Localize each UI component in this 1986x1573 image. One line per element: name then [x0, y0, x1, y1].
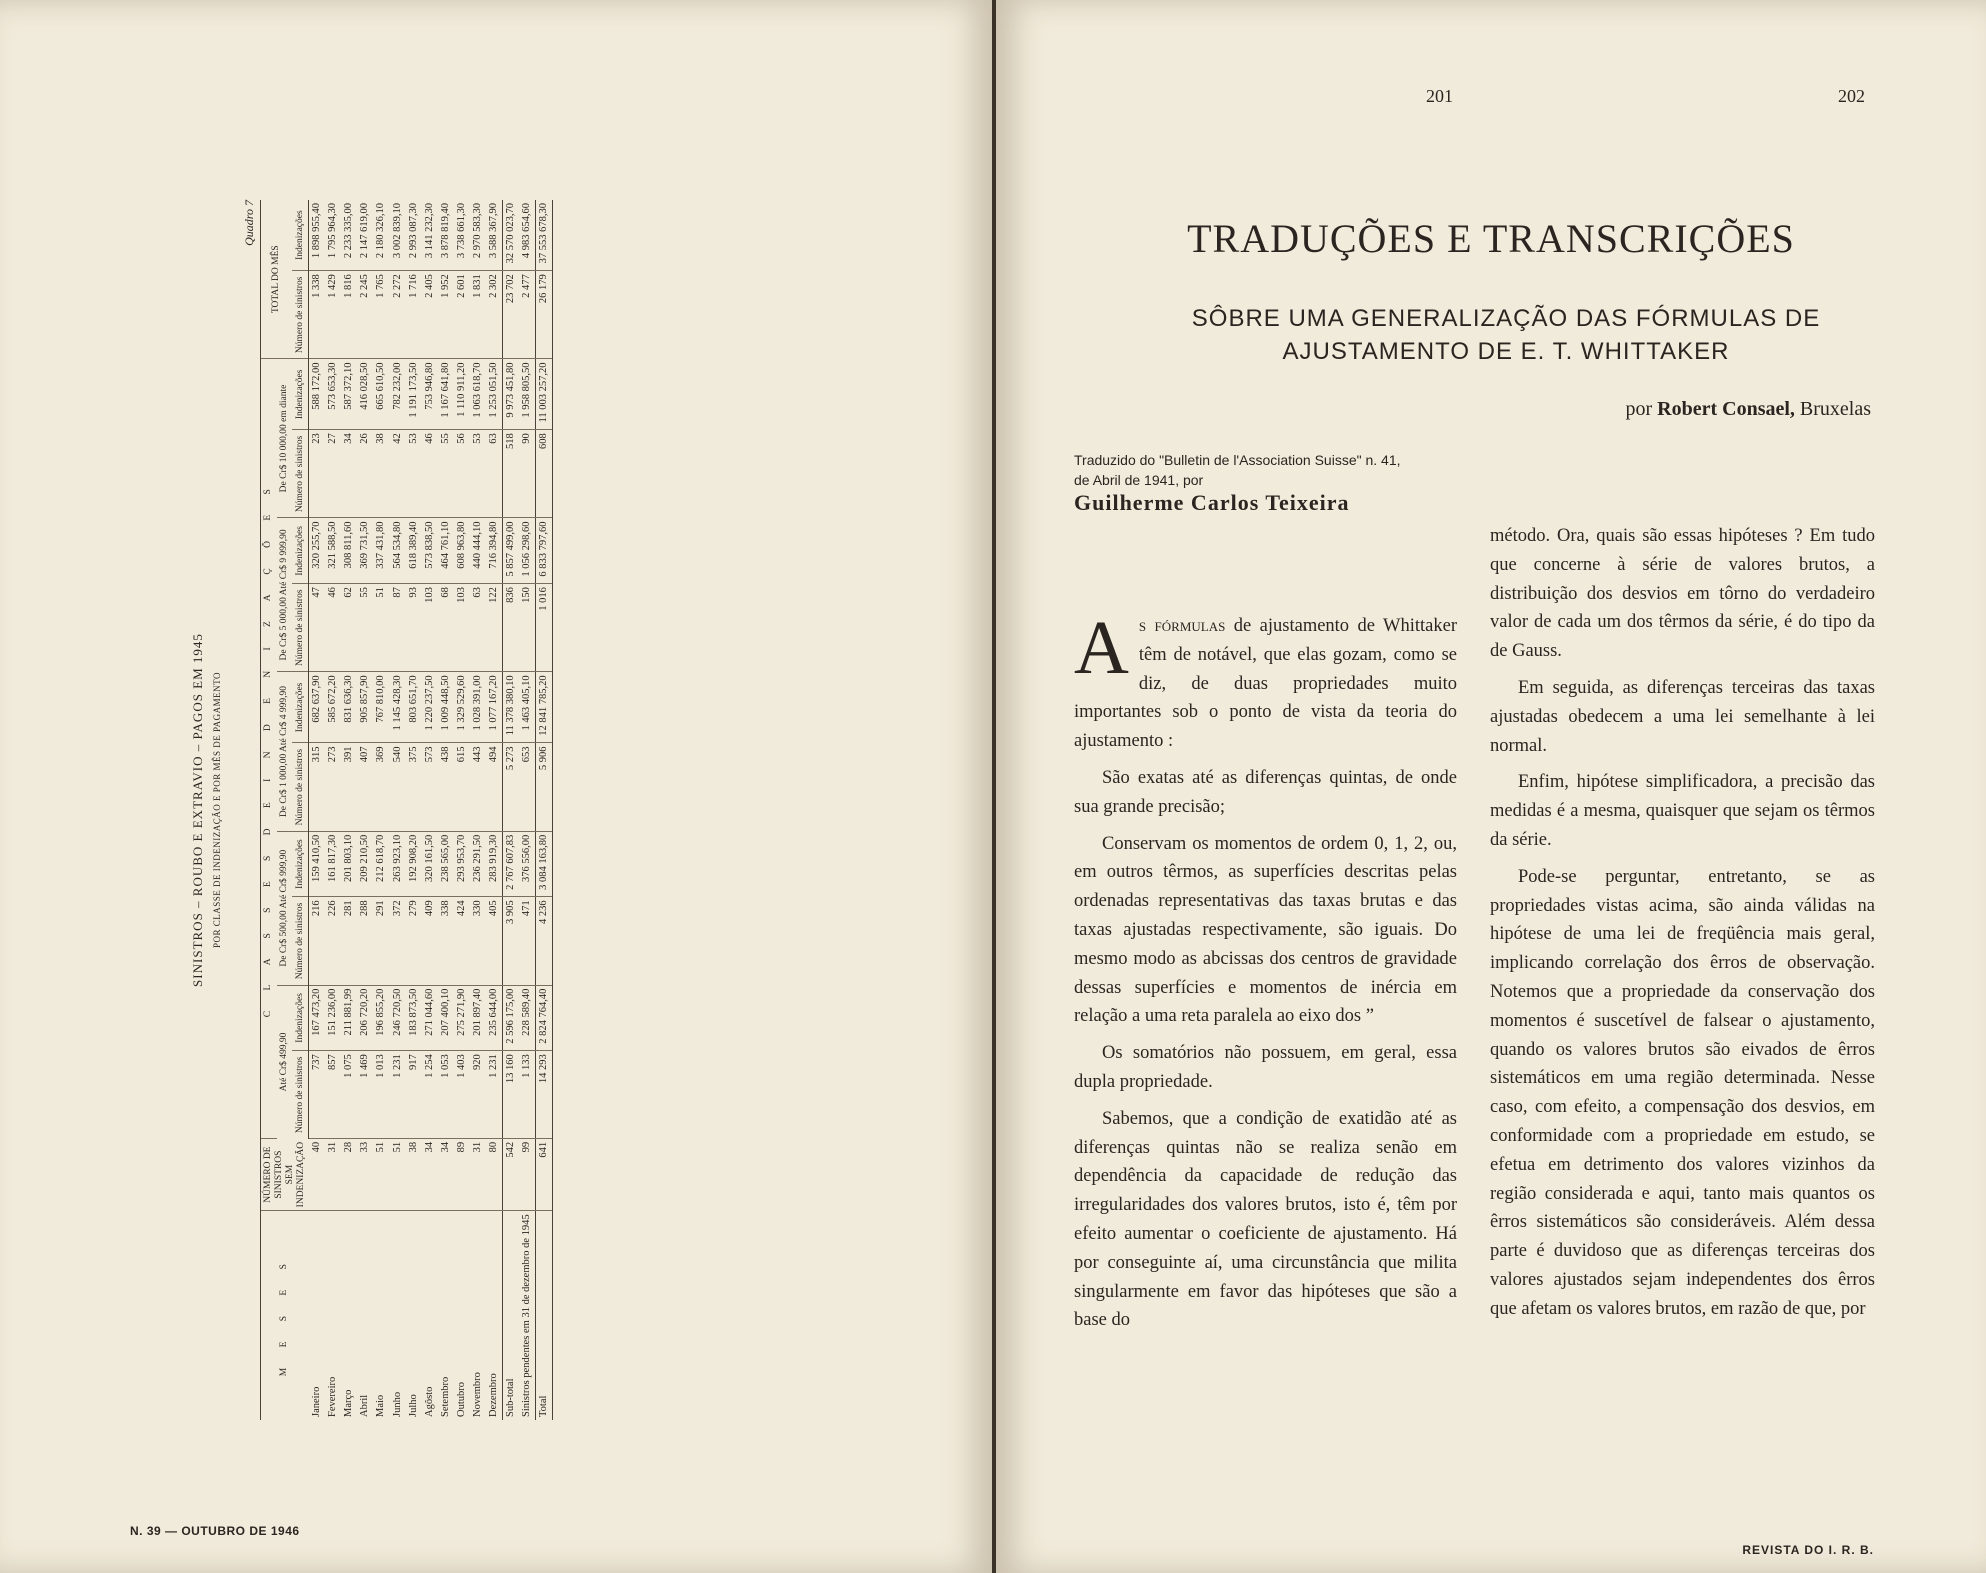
value-cell: 767 810,00 — [373, 672, 389, 743]
value-cell: 588 172,00 — [309, 359, 326, 430]
value-cell: 27 — [325, 430, 341, 518]
value-cell: 573 838,50 — [422, 518, 438, 584]
value-cell: 1 952 — [438, 271, 454, 359]
value-cell: 90 — [519, 430, 536, 518]
page-number: 201 — [1426, 86, 1453, 106]
value-cell: 46 — [325, 584, 341, 672]
value-cell: 1 028 391,00 — [470, 672, 486, 743]
table-row — [486, 200, 503, 1420]
header-numero: Número de sinistros — [292, 584, 308, 672]
value-cell: 1 716 — [406, 271, 422, 359]
value-cell: 836 — [502, 584, 519, 672]
value-cell: 338 — [438, 897, 454, 985]
value-cell: 1 831 — [470, 271, 486, 359]
value-cell: 2 180 326,10 — [373, 200, 389, 271]
value-cell: 3 588 367,90 — [486, 200, 503, 271]
sem-indenizacao-cell: 80 — [486, 1138, 503, 1210]
value-cell: 2 405 — [422, 271, 438, 359]
left-footer: N. 39 — OUTUBRO DE 1946 — [130, 1524, 300, 1538]
value-cell: 2 233 335,00 — [341, 200, 357, 271]
value-cell: 443 — [470, 743, 486, 831]
header-numero: Número de sinistros — [292, 430, 308, 518]
value-cell: 161 817,30 — [325, 831, 341, 897]
month-cell: Maio — [375, 1394, 387, 1417]
value-cell: 275 271,90 — [454, 985, 470, 1051]
value-cell: 201 803,10 — [341, 831, 357, 897]
value-cell: 682 637,90 — [309, 672, 326, 743]
value-cell: 93 — [406, 584, 422, 672]
sem-indenizacao-cell: 31 — [325, 1138, 341, 1210]
month-cell: Outubro — [455, 1382, 467, 1417]
value-cell: 211 881,99 — [341, 985, 357, 1051]
article-title — [1056, 302, 1956, 368]
value-cell: 1 133 — [519, 1051, 536, 1139]
value-cell: 1 145 428,30 — [390, 672, 406, 743]
value-cell: 51 — [373, 584, 389, 672]
sem-indenizacao-cell: 51 — [390, 1138, 406, 1210]
byline-author: Robert Consael, — [1657, 398, 1795, 420]
value-cell: 34 — [341, 430, 357, 518]
table-row — [341, 200, 357, 1420]
value-cell: 216 — [309, 897, 326, 985]
value-cell: 464 761,10 — [438, 518, 454, 584]
value-cell: 207 400,10 — [438, 985, 454, 1051]
value-cell: 2 993 087,30 — [406, 200, 422, 271]
value-cell: 226 — [325, 897, 341, 985]
value-cell: 1 110 911,20 — [454, 359, 470, 430]
value-cell: 716 394,80 — [486, 518, 503, 584]
value-cell: 608 963,80 — [454, 518, 470, 584]
table-row — [357, 200, 373, 1420]
value-cell: 159 410,50 — [309, 831, 326, 897]
value-cell: 782 232,00 — [390, 359, 406, 430]
value-cell: 1 077 167,20 — [486, 672, 503, 743]
value-cell: 494 — [486, 743, 503, 831]
value-cell: 737 — [309, 1051, 326, 1139]
value-cell: 1 469 — [357, 1051, 373, 1139]
value-cell: 46 — [422, 430, 438, 518]
value-cell: 618 389,40 — [406, 518, 422, 584]
header-numero: Número de sinistros — [292, 271, 308, 359]
value-cell: 11 378 380,10 — [502, 672, 519, 743]
value-cell: 5 273 — [502, 743, 519, 831]
header-numero: Número de sinistros — [292, 1051, 308, 1139]
sem-indenizacao-cell: 31 — [470, 1138, 486, 1210]
header-numero: Número de sinistros — [292, 897, 308, 985]
value-cell: 47 — [309, 584, 326, 672]
sem-indenizacao-cell: 51 — [373, 1138, 389, 1210]
value-cell: 3 002 839,10 — [390, 200, 406, 271]
value-cell: 62 — [341, 584, 357, 672]
value-cell: 11 003 257,20 — [536, 359, 553, 430]
paragraph: São exatas até as diferenças quintas, de onde sua grande precisão; — [1074, 767, 1457, 817]
header-group-total: TOTAL DO MÊS — [261, 200, 293, 359]
value-cell: 37 553 678,30 — [536, 200, 553, 271]
value-cell: 803 651,70 — [406, 672, 422, 743]
header-indenizacoes: Indenizações — [292, 518, 308, 584]
value-cell: 905 857,90 — [357, 672, 373, 743]
table-row — [422, 200, 438, 1420]
header-group: Até Cr$ 499,90 — [279, 1032, 290, 1092]
value-cell: 2 601 — [454, 271, 470, 359]
value-cell: 587 372,10 — [341, 359, 357, 430]
value-cell: 1 167 641,80 — [438, 359, 454, 430]
value-cell: 917 — [406, 1051, 422, 1139]
month-cell: Março — [343, 1389, 355, 1417]
value-cell: 1 816 — [341, 271, 357, 359]
byline-prefix: por — [1625, 398, 1653, 420]
table-row — [454, 200, 470, 1420]
value-cell: 38 — [373, 430, 389, 518]
table-title: SINISTROS – ROUBO E EXTRAVIO – PAGOS EM 1945 — [190, 633, 205, 987]
sem-indenizacao-cell: 542 — [502, 1138, 519, 1210]
rotated-table-block — [190, 200, 840, 1420]
sem-indenizacao-cell: 89 — [454, 1138, 470, 1210]
month-cell: Abril — [359, 1394, 371, 1417]
table-subtitle: POR CLASSE DE INDENIZAÇÃO E POR MÊS DE PAGAMENTO — [212, 671, 222, 949]
month-cell: Setembro — [439, 1376, 451, 1417]
value-cell: 288 — [357, 897, 373, 985]
value-cell: 1 231 — [486, 1051, 503, 1139]
value-cell: 416 028,50 — [357, 359, 373, 430]
article-title-line: AJUSTAMENTO DE E. T. WHITTAKER — [1282, 338, 1730, 365]
right-footer: REVISTA DO I. R. B. — [1742, 1543, 1874, 1557]
table-row — [390, 200, 406, 1420]
paragraph: Conservam os momentos de ordem 0, 1, 2, ou, em outros têrmos, as superfícies descritas pelas ordenadas representativas das taxas brutas e das taxas ajustadas respectivamente, são iguais. Do mesmo modo as abcissas dos centros de gravidade dessas superfícies e momentos de inércia em relação a uma reta paralela ao eixo dos ” — [1074, 833, 1457, 1027]
byline-city: Bruxelas — [1799, 398, 1871, 420]
value-cell: 1 075 — [341, 1051, 357, 1139]
value-cell: 407 — [357, 743, 373, 831]
value-cell: 3 878 819,40 — [438, 200, 454, 271]
value-cell: 585 672,20 — [325, 672, 341, 743]
value-cell: 2 147 619,00 — [357, 200, 373, 271]
value-cell: 1 253 051,50 — [486, 359, 503, 430]
table-row — [325, 200, 341, 1420]
value-cell: 1 795 964,30 — [325, 200, 341, 271]
translator-name: Guilherme Carlos Teixeira — [1074, 490, 1350, 515]
value-cell: 281 — [341, 897, 357, 985]
paragraph: método. Ora, quais são essas hipóteses ? Em tudo que concerne à série de valores brutos, a distribuição dos desvios em tôrno do verdadeiro valor de cada um dos têrmos da série, é do tipo da de Gauss. — [1490, 526, 1875, 662]
sem-indenizacao-cell: 33 — [357, 1138, 373, 1210]
sem-indenizacao-cell: 40 — [309, 1138, 326, 1210]
month-cell: Janeiro — [310, 1386, 322, 1417]
value-cell: 236 291,50 — [470, 831, 486, 897]
value-cell: 87 — [390, 584, 406, 672]
sem-indenizacao-cell: 28 — [341, 1138, 357, 1210]
value-cell: 2 245 — [357, 271, 373, 359]
value-cell: 1 958 805,50 — [519, 359, 536, 430]
value-cell: 122 — [486, 584, 503, 672]
value-cell: 2 970 583,30 — [470, 200, 486, 271]
value-cell: 196 855,20 — [373, 985, 389, 1051]
value-cell: 1 765 — [373, 271, 389, 359]
value-cell: 573 — [422, 743, 438, 831]
value-cell: 6 833 797,60 — [536, 518, 553, 584]
value-cell: 201 897,40 — [470, 985, 486, 1051]
value-cell: 1 254 — [422, 1051, 438, 1139]
value-cell: 440 444,10 — [470, 518, 486, 584]
value-cell: 4 983 654,60 — [519, 200, 536, 271]
value-cell: 831 636,30 — [341, 672, 357, 743]
value-cell: 228 589,40 — [519, 985, 536, 1051]
value-cell: 2 302 — [486, 271, 503, 359]
value-cell: 1 429 — [325, 271, 341, 359]
value-cell: 1 063 618,70 — [470, 359, 486, 430]
value-cell: 192 908,20 — [406, 831, 422, 897]
value-cell: 183 873,50 — [406, 985, 422, 1051]
month-cell: Sinistros pendentes em 31 de dezembro de 1945 — [521, 1214, 532, 1417]
sem-indenizacao-cell: 34 — [422, 1138, 438, 1210]
value-cell: 263 923,10 — [390, 831, 406, 897]
value-cell: 337 431,80 — [373, 518, 389, 584]
value-cell: 1 016 — [536, 584, 553, 672]
byline — [1625, 398, 1871, 421]
header-numero: Número de sinistros — [292, 743, 308, 831]
value-cell: 1 053 — [438, 1051, 454, 1139]
value-cell: 53 — [470, 430, 486, 518]
month-cell: Fevereiro — [327, 1376, 339, 1417]
value-cell: 103 — [454, 584, 470, 672]
value-cell: 238 565,00 — [438, 831, 454, 897]
paragraph: Os somatórios não possuem, em geral, essa dupla propriedade. — [1074, 1043, 1457, 1092]
value-cell: 369 — [373, 743, 389, 831]
value-cell: 2 824 764,40 — [536, 985, 553, 1051]
value-cell: 206 720,20 — [357, 985, 373, 1051]
value-cell: 540 — [390, 743, 406, 831]
value-cell: 1 898 955,40 — [309, 200, 326, 271]
value-cell: 471 — [519, 897, 536, 985]
value-cell: 518 — [502, 430, 519, 518]
table-row — [438, 200, 454, 1420]
paragraph: Pode-se perguntar, entretanto, se as propriedades vistas acima, são ainda válidas na hipótese de uma lei de freqüência mais geral, implicando correlação dos êrros de observação. Notemos que a propriedade da conservação dos momentos é suscetível de falsear o ajustamento, quando os valores brutos são eivados de êrros sistemáticos em uma região determinada. Nesse caso, com efeito, a compensação dos desvios, em conformidade com a propriedade em estudo, se efetua em detrimento dos valores vizinhos da região considerada e aqui, tanto mais quantos os êrros sistemáticos são consideráveis. Além dessa parte é duvidoso que as diferenças terceiras dos valores ajustados sejam independentes dos êrros que afetam os valores brutos, em razão de que, por — [1490, 866, 1875, 1319]
value-cell: 23 702 — [502, 271, 519, 359]
value-cell: 665 610,50 — [373, 359, 389, 430]
value-cell: 375 — [406, 743, 422, 831]
value-cell: 53 — [406, 430, 422, 518]
table-row — [373, 200, 389, 1420]
value-cell: 26 — [357, 430, 373, 518]
value-cell: 564 534,80 — [390, 518, 406, 584]
header-indenizacoes: Indenizações — [292, 672, 308, 743]
table-row — [502, 200, 519, 1420]
value-cell: 369 731,50 — [357, 518, 373, 584]
value-cell: 4 236 — [536, 897, 553, 985]
value-cell: 32 570 023,70 — [502, 200, 519, 271]
value-cell: 315 — [309, 743, 326, 831]
header-indenizacoes: Indenizações — [292, 831, 308, 897]
value-cell: 1 338 — [309, 271, 326, 359]
value-cell: 653 — [519, 743, 536, 831]
value-cell: 26 179 — [536, 271, 553, 359]
paragraph — [1074, 606, 1458, 756]
value-cell: 3 084 163,80 — [536, 831, 553, 897]
right-page — [996, 0, 1986, 1573]
value-cell: 23 — [309, 430, 326, 518]
value-cell: 68 — [438, 584, 454, 672]
value-cell: 3 141 232,30 — [422, 200, 438, 271]
sem-indenizacao-cell: 641 — [536, 1138, 553, 1210]
value-cell: 14 293 — [536, 1051, 553, 1139]
header-indenizacoes: Indenizações — [292, 200, 308, 271]
paragraph: Em seguida, as diferenças terceiras das taxas ajustadas obedecem a uma lei semelhante à lei normal. — [1490, 677, 1875, 756]
month-cell: Julho — [407, 1394, 419, 1417]
value-cell: 308 811,60 — [341, 518, 357, 584]
value-cell: 2 596 175,00 — [502, 985, 519, 1051]
value-cell: 608 — [536, 430, 553, 518]
value-cell: 235 644,00 — [486, 985, 503, 1051]
value-cell: 56 — [454, 430, 470, 518]
value-cell: 279 — [406, 897, 422, 985]
value-cell: 13 160 — [502, 1051, 519, 1139]
value-cell: 63 — [486, 430, 503, 518]
value-cell: 291 — [373, 897, 389, 985]
month-cell: Agôsto — [423, 1386, 435, 1417]
value-cell: 857 — [325, 1051, 341, 1139]
value-cell: 2 477 — [519, 271, 536, 359]
table-row — [309, 200, 326, 1420]
value-cell: 615 — [454, 743, 470, 831]
value-cell: 438 — [438, 743, 454, 831]
header-meses: M E S E S — [261, 1211, 309, 1420]
drop-cap: A — [1074, 606, 1129, 690]
value-cell: 209 210,50 — [357, 831, 373, 897]
month-cell: Dezembro — [487, 1373, 499, 1417]
value-cell: 5 906 — [536, 743, 553, 831]
table-row — [519, 200, 536, 1420]
value-cell: 3 738 661,30 — [454, 200, 470, 271]
month-cell: Sub-total — [502, 1211, 519, 1420]
header-group: De Cr$ 5 000,00 Até Cr$ 9 999,90 — [277, 518, 293, 672]
header-group: De Cr$ 500,00 Até Cr$ 999,90 — [277, 831, 293, 985]
month-cell: Junho — [391, 1391, 403, 1417]
value-cell: 12 841 785,20 — [536, 672, 553, 743]
value-cell: 246 720,50 — [390, 985, 406, 1051]
table-row — [470, 200, 486, 1420]
value-cell: 167 473,20 — [309, 985, 326, 1051]
sem-indenizacao-cell: 34 — [438, 1138, 454, 1210]
paragraph: Sabemos, que a condição de exatidão até as diferenças quintas não se realiza senão em dependência da capacidade de redução das irregularidades dos valores brutos, isto é, têm por efeito aumentar o coeficiente de ajustamento. Há por conseguinte aí, uma circunstância que milita singularmente em favor das hipóteses que são a base do — [1074, 1108, 1457, 1331]
value-cell: 1 056 298,60 — [519, 518, 536, 584]
value-cell: 1 009 448,50 — [438, 672, 454, 743]
section-title: TRADUÇÕES E TRANSCRIÇÕES — [1187, 216, 1795, 261]
value-cell: 1 191 173,50 — [406, 359, 422, 430]
value-cell: 273 — [325, 743, 341, 831]
value-cell: 5 857 499,00 — [502, 518, 519, 584]
value-cell: 424 — [454, 897, 470, 985]
value-cell: 1 231 — [390, 1051, 406, 1139]
value-cell: 1 220 237,50 — [422, 672, 438, 743]
value-cell: 212 618,70 — [373, 831, 389, 897]
value-cell: 391 — [341, 743, 357, 831]
value-cell: 320 255,70 — [309, 518, 326, 584]
value-cell: 271 044,60 — [422, 985, 438, 1051]
month-cell: Total — [536, 1211, 553, 1420]
value-cell: 2 767 607,83 — [502, 831, 519, 897]
value-cell: 1 403 — [454, 1051, 470, 1139]
sem-indenizacao-cell: 99 — [519, 1138, 536, 1210]
value-cell: 3 905 — [502, 897, 519, 985]
value-cell: 330 — [470, 897, 486, 985]
paragraph: Enfim, hipótese simplificadora, a precisão das medidas é a mesma, quaisquer que sejam os têrmos da série. — [1490, 772, 1875, 850]
value-cell: 405 — [486, 897, 503, 985]
table-row — [536, 200, 553, 1420]
text-column-left — [1074, 606, 1458, 1343]
value-cell: 321 588,50 — [325, 518, 341, 584]
value-cell: 150 — [519, 584, 536, 672]
value-cell: 920 — [470, 1051, 486, 1139]
header-group: De Cr$ 1 000,00 Até Cr$ 4 999,90 — [277, 672, 293, 831]
value-cell: 409 — [422, 897, 438, 985]
claims-table — [260, 200, 553, 1420]
intro-smallcaps: s fórmulas — [1138, 616, 1226, 636]
sem-indenizacao-cell: 38 — [406, 1138, 422, 1210]
table-caption: Quadro 7 — [242, 200, 256, 246]
value-cell: 55 — [438, 430, 454, 518]
intro-text: de ajustamento de Whittaker têm de notável, que elas gozam, como se diz, de duas propriedades muito importantes sob o ponto de vista da teoria do ajustamento : — [1074, 616, 1458, 752]
value-cell: 151 236,00 — [325, 985, 341, 1051]
text-column-right — [1490, 522, 1875, 1332]
left-page — [0, 0, 992, 1573]
value-cell: 63 — [470, 584, 486, 672]
value-cell: 1 329 529,60 — [454, 672, 470, 743]
header-group: De Cr$ 10 000,00 em diante — [277, 359, 293, 518]
value-cell: 1 463 405,10 — [519, 672, 536, 743]
value-cell: 320 161,50 — [422, 831, 438, 897]
article-title-line: SÔBRE UMA GENERALIZAÇÃO DAS FÓRMULAS DE — [1191, 305, 1821, 332]
table-row — [406, 200, 422, 1420]
month-cell: Novembro — [471, 1372, 483, 1417]
value-cell: 372 — [390, 897, 406, 985]
translation-note: Traduzido do "Bulletin de l'Association Suisse" n. 41, de Abril de 1941, por — [1074, 452, 1401, 488]
header-indenizacoes: Indenizações — [292, 359, 308, 430]
value-cell: 42 — [390, 430, 406, 518]
value-cell: 1 013 — [373, 1051, 389, 1139]
value-cell: 376 556,00 — [519, 831, 536, 897]
header-indenizacoes: Indenizações — [292, 985, 308, 1051]
value-cell: 103 — [422, 584, 438, 672]
value-cell: 55 — [357, 584, 373, 672]
header-sem-indenizacao: NÚMERO DE SINISTROS SEM INDENIZAÇÃO — [261, 1138, 309, 1210]
header-classes: C L A S S E S D E I N D E N I Z A Ç Õ E S — [261, 359, 277, 1138]
value-cell: 753 946,80 — [422, 359, 438, 430]
value-cell: 9 973 451,80 — [502, 359, 519, 430]
value-cell: 2 272 — [390, 271, 406, 359]
page-number: 202 — [1838, 86, 1865, 106]
value-cell: 283 919,30 — [486, 831, 503, 897]
value-cell: 293 953,70 — [454, 831, 470, 897]
value-cell: 573 653,30 — [325, 359, 341, 430]
